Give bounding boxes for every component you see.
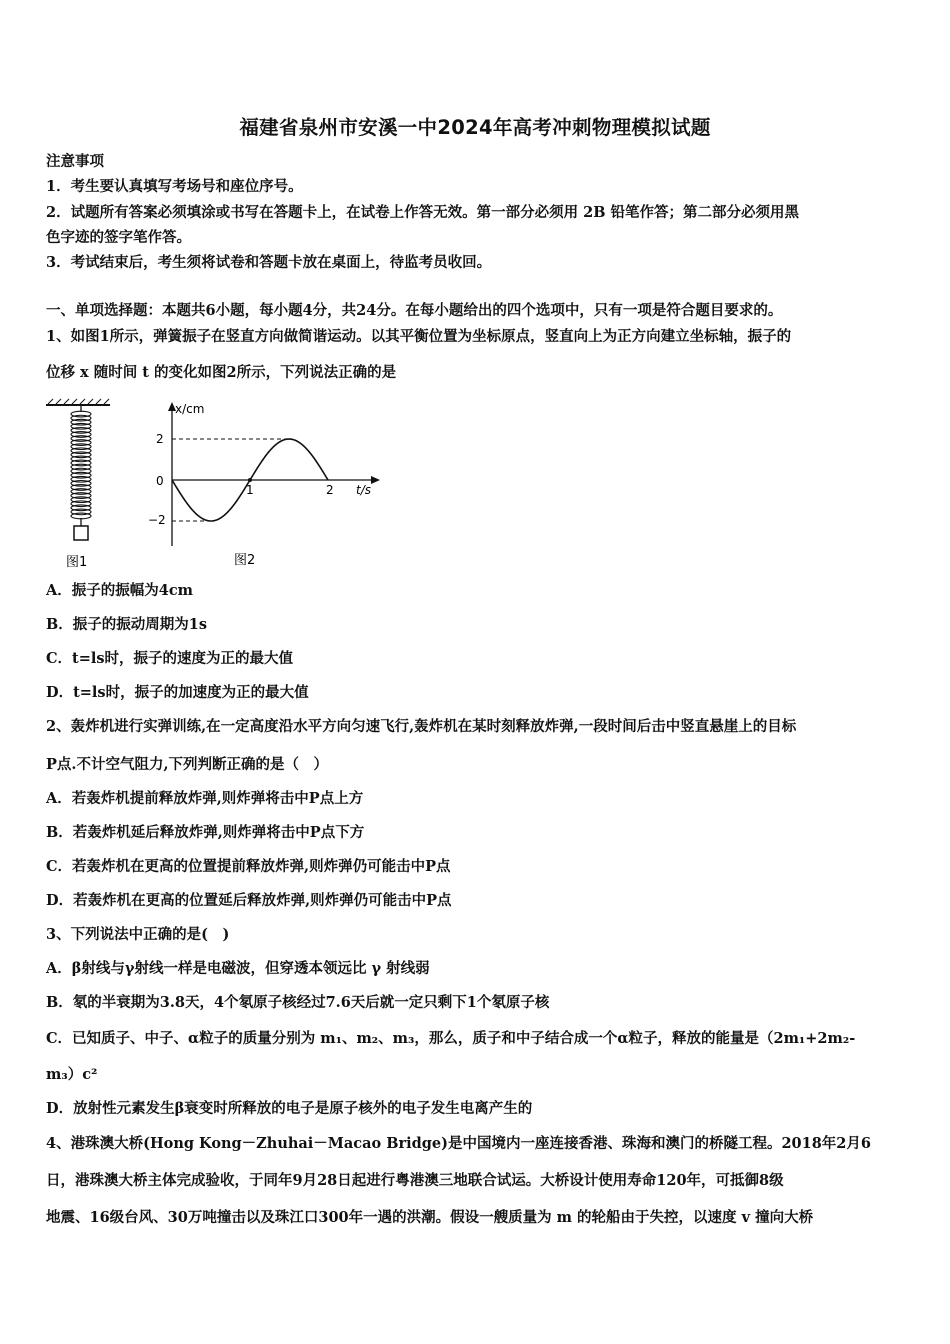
ceiling-hatch-icon [46, 399, 110, 405]
q2-stem-line1: 2、轰炸机进行实弹训练,在一定高度沿水平方向匀速飞行,轰炸机在某时刻释放炸弹,一段时间后击中竖直悬崖上的目标 [46, 718, 797, 735]
q3-option-c: C．已知质子、中子、α粒子的质量分别为 m₁、m₂、m₃，那么，质子和中子结合成一个α粒子，释放的能量是（2m₁+2m₂- [46, 1030, 856, 1047]
mass-block-icon [74, 526, 88, 540]
point-t1 [248, 478, 252, 482]
y-axis-label: x/cm [175, 402, 205, 416]
q3-option-b: B．氡的半衰期为3.8天，4个氡原子核经过7.6天后就一定只剩下1个氡原子核 [46, 994, 550, 1011]
q1-option-c: C．t=ls时，振子的速度为正的最大值 [46, 650, 294, 667]
q3-stem: 3、下列说法中正确的是( ) [46, 926, 230, 943]
q2-option-b: B．若轰炸机延后释放炸弹,则炸弹将击中P点下方 [46, 824, 365, 841]
q3-option-a: A．β射线与γ射线一样是电磁波，但穿透本领远比 γ 射线弱 [46, 960, 430, 977]
q3-option-d: D．放射性元素发生β衰变时所释放的电子是原子核外的电子发生电离产生的 [46, 1100, 533, 1117]
section-heading: 一、单项选择题：本题共6小题，每小题4分，共24分。在每小题给出的四个选项中，只有一项是符合题目要求的。 [46, 302, 783, 319]
q1-stem-line2: 位移 x 随时间 t 的变化如图2所示，下列说法正确的是 [46, 364, 397, 381]
tick-origin: 0 [156, 474, 164, 488]
notice-item-2-cont: 色字迹的签字笔作答。 [46, 229, 191, 246]
q1-stem-line1: 1、如图1所示，弹簧振子在竖直方向做简谐运动。以其平衡位置为坐标原点，竖直向上为正方向建立坐标轴，振子的 [46, 328, 792, 345]
notice-heading: 注意事项 [46, 153, 104, 170]
q1-figure [44, 396, 384, 574]
q1-option-b: B．振子的振动周期为1s [46, 616, 208, 633]
q4-line-1: 4、港珠澳大桥(Hong Kong－Zhuhai－Macao Bridge)是中国境内一座连接香港、珠海和澳门的桥隧工程。2018年2月6 [46, 1135, 871, 1152]
q2-option-d: D．若轰炸机在更高的位置延后释放炸弹,则炸弹仍可能击中P点 [46, 892, 452, 909]
fig1-label: 图1 [66, 555, 88, 570]
notice-item-3: 3．考试结束后，考生须将试卷和答题卡放在桌面上，待监考员收回。 [46, 254, 492, 271]
q4-line-3: 地震、16级台风、30万吨撞击以及珠江口300年一遇的洪潮。假设一艘质量为 m 的轮船由于失控，以速度 v 撞向大桥 [46, 1209, 814, 1226]
q2-option-c: C．若轰炸机在更高的位置提前释放炸弹,则炸弹仍可能击中P点 [46, 858, 451, 875]
q2-stem-line2: P点.不计空气阻力,下列判断正确的是（ ） [46, 756, 328, 773]
q1-figure-svg [44, 396, 384, 574]
tick-y-pos: 2 [156, 432, 164, 446]
q2-option-a: A．若轰炸机提前释放炸弹,则炸弹将击中P点上方 [46, 790, 364, 807]
q4-line-2: 日，港珠澳大桥主体完成验收，于同年9月28日起进行粤港澳三地联合试运。大桥设计使用寿命120年，可抵御8级 [46, 1172, 784, 1189]
x-axis-arrow-icon [371, 476, 380, 484]
q1-option-d: D．t=ls时，振子的加速度为正的最大值 [46, 684, 309, 701]
tick-x-2: 2 [326, 483, 334, 497]
tick-x-1: 1 [246, 483, 254, 497]
page-title: 福建省泉州市安溪一中2024年高考冲刺物理模拟试题 [239, 116, 711, 139]
notice-item-1: 1．考生要认真填写考场号和座位序号。 [46, 178, 303, 195]
spring-icon [71, 405, 91, 526]
x-axis-label: t/s [356, 483, 371, 497]
fig2-label: 图2 [234, 553, 256, 568]
notice-item-2: 2．试题所有答案必须填涂或书写在答题卡上，在试卷上作答无效。第一部分必须用 2B 铅笔作答；第二部分必须用黑 [46, 204, 800, 221]
q1-option-a: A．振子的振幅为4cm [46, 582, 194, 599]
tick-y-neg: −2 [148, 513, 166, 527]
q3-option-c-cont: m₃）c² [46, 1066, 98, 1083]
